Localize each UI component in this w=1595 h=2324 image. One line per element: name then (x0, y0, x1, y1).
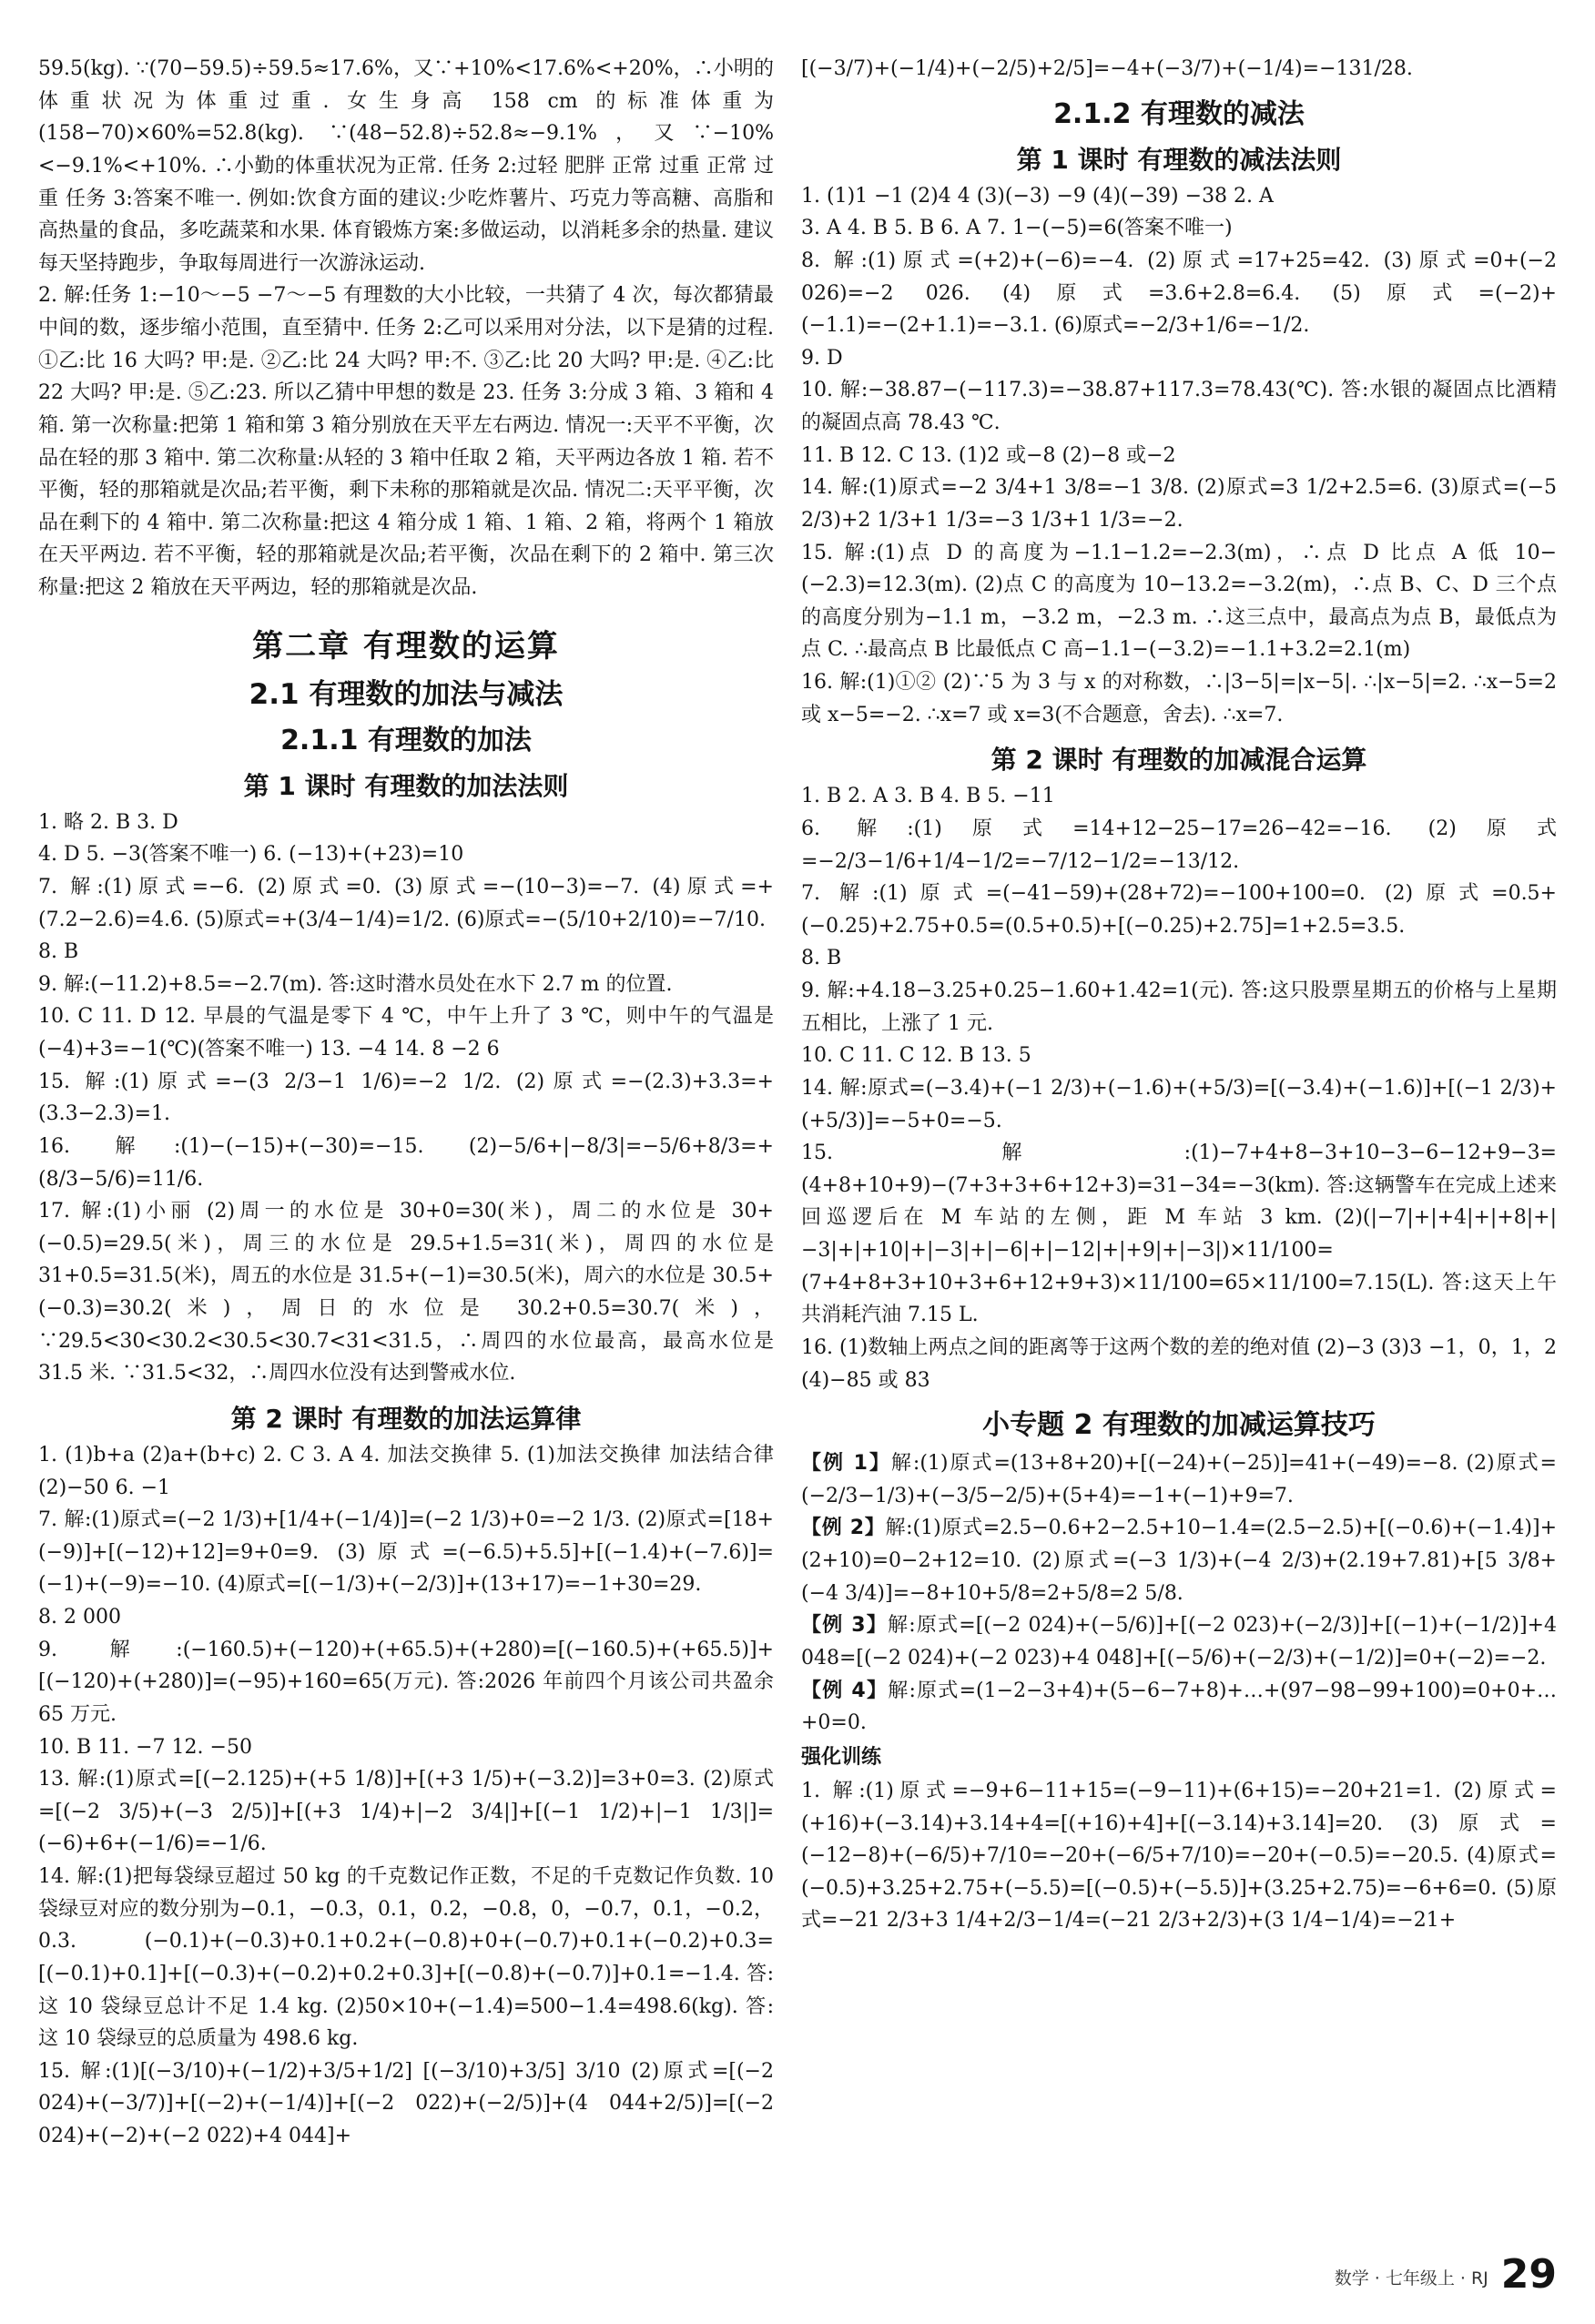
answer-item: 3. A 4. B 5. B 6. A 7. 1−(−5)=6(答案不唯一) (801, 217, 1233, 240)
answer-item: 8. B (38, 940, 79, 964)
answer-item: 15. 解:(1)[(−3/10)+(−1/2)+3/5+1/2] [(−3/10)+3/5] 3/10 (2)原式=[(−2 024)+(−3/7)]+[(−2)+(−1/4)]+[(−2 022)+(−2/5)]+(4 044+2/5)]=[(−2 024)+(−2)+(−2 022)+4 044]+ (38, 2059, 774, 2147)
answer-item: 16. (1)数轴上两点之间的距离等于这两个数的差的绝对值 (2)−3 (3)3 −1，0，1，2 (4)−85 或 83 (801, 1335, 1557, 1392)
answer-item: 4. D 5. −3(答案不唯一) 6. (−13)+(+23)=10 (38, 843, 464, 867)
answer-item: 7. 解:(1)原式=(−41−59)+(28+72)=−100+100=0. (2)原式=0.5+(−0.25)+2.75+0.5=(0.5+0.5)+[(−0.25)+2.75]=1+2.5=3.5. (801, 882, 1557, 938)
answer-item: 10. C 11. D 12. 早晨的气温是零下 4 ℃，中午上升了 3 ℃，则中午的气温是(−4)+3=−1(℃)(答案不唯一) 13. −4 14. 8 −2 6 (38, 1005, 774, 1061)
answer-item: 10. C 11. C 12. B 13. 5 (801, 1044, 1031, 1068)
example-3 (801, 1609, 1557, 1674)
footer-label: 数学 · 七年级上 · RJ (1334, 2268, 1488, 2288)
example-tag: 【例 4】 (801, 1679, 889, 1702)
continued-expression: [(−3/7)+(−1/4)+(−2/5)+2/5]=−4+(−3/7)+(−1/4)=−131/28. (801, 57, 1413, 80)
answer-item: 15. 解:(1)点 D 的高度为−1.1−1.2=−2.3(m)，∴点 D 比点 A 低 10−(−2.3)=12.3(m). (2)点 C 的高度为 10−13.2=−3.2(m)，∴点 B、C、D 三个点的高度分别为−1.1 m，−3.2 m，−2.3 m. ∴这三点中，最高点为点 B，最低点为点 C. ∴最高点 B 比最低点 C 高−1.1−(−3.2)=−1.1+3.2=2.1(m) (801, 541, 1557, 662)
answer-item: 8. B (801, 947, 842, 970)
answer-item: 6. 解:(1)原式=14+12−25−17=26−42=−16. (2)原式=−2/3−1/6+1/4−1/2=−7/12−1/2=−13/12. (801, 817, 1557, 873)
answer-item: 14. 解:(1)原式=−2 3/4+1 3/8=−1 3/8. (2)原式=3 1/2+2.5=6. (3)原式=(−5 2/3)+2 1/3+1 1/3=−3 1/3+1 1/3=−2. (801, 476, 1557, 532)
answer-item: 16. 解:(1)−(−15)+(−30)=−15. (2)−5/6+|−8/3|=−5/6+8/3=+(8/3−5/6)=11/6. (38, 1134, 774, 1191)
answer-item: 10. B 11. −7 12. −50 (38, 1735, 252, 1759)
example-text: 解:原式=(1−2−3+4)+(5−6−7+8)+…+(97−98−99+100)=0+0+…+0=0. (801, 1679, 1558, 1735)
answer-item: 10. 解:−38.87−(−117.3)=−38.87+117.3=78.43(℃). 答:水银的凝固点比酒精的凝固点高 78.43 ℃. (801, 379, 1557, 434)
subsection-heading: 2.1.1 有理数的加法 (280, 724, 532, 756)
answer-item: 13. 解:(1)原式=[(−2.125)+(+5 1/8)]+[(+3 1/5)+(−3.2)]=3+0=3. (2)原式=[(−2 3/5)+(−3 2/5)]+[(+3 1/4)+|−2 3/4|]+[(−1 1/2)+|−1 1/3|]=(−6)+6+(−1/6)=−1/6. (38, 1768, 774, 1856)
answer-item: 8. 解:(1)原式=(+2)+(−6)=−4. (2)原式=17+25=42. (3)原式=0+(−2 026)=−2 026. (4)原式=3.6+2.8=6.4. (5)原式=(−2)+(−1.1)=−(2+1.1)=−3.1. (6)原式=−2/3+1/6=−1/2. (801, 249, 1557, 338)
answer-item: 14. 解:原式=(−3.4)+(−1 2/3)+(−1.6)+(+5/3)=[(−3.4)+(−1.6)]+[(−1 2/3)+(+5/3)]=−5+0=−5. (801, 1076, 1557, 1132)
answer-item: 15. 解:(1)−7+4+8−3+10−3−6−12+9−3=(4+8+10+9)−(7+3+3+6+12+3)=31−34=−3(km). 答:这辆警车在完成上述来回巡逻后在 M 车站的左侧，距 M 车站 3 km. (2)(|−7|+|+4|+|+8|+|−3|+|+10|+|−3|+|−6|+|−12|+|+9|+|−3|)×11/100=(7+4+8+3+10+3+6+12+9+3)×11/100=65×11/100=7.15(L). 答:这天上午共消耗汽油 7.15 L. (801, 1142, 1557, 1327)
right-column (801, 53, 1557, 1937)
answer-item: 16. 解:(1)①② (2)∵5 为 3 与 x 的对称数，∴|3−5|=|x−5|. ∴|x−5|=2. ∴x−5=2 或 x−5=−2. ∴x=7 或 x=3(不合题意，舍去). ∴x=7. (801, 671, 1557, 726)
example-4 (801, 1675, 1557, 1740)
page-footer (1334, 2251, 1557, 2298)
answer-item: 8. 2 000 (38, 1606, 121, 1629)
example-1 (801, 1447, 1557, 1512)
answer-item: 1. (1)1 −1 (2)4 4 (3)(−3) −9 (4)(−39) −38 2. A (801, 184, 1274, 208)
example-tag: 【例 1】 (801, 1452, 891, 1476)
example-text: 解:(1)原式=(13+8+20)+[(−24)+(−25)]=41+(−49)=−8. (2)原式=(−2/3−1/3)+(−3/5−2/5)+(5+4)=−1+(−1)+9=7. (801, 1452, 1557, 1507)
page-number: 29 (1500, 2251, 1557, 2298)
lesson-heading: 第 2 课时 有理数的加法运算律 (230, 1403, 582, 1434)
question-2: 2. 解:任务 1:−10～−5 −7～−5 有理数的大小比较，一共猜了 4 次，每次都猜最中间的数，逐步缩小范围，直至猜中. 任务 2:乙可以采用对分法，以下是猜的过程. ①乙:比 16 大吗? 甲:是. ②乙:比 24 大吗? 甲:不. ③乙:比 20 大吗? 甲:是. ④乙:比 22 大吗? 甲:是. ⑤乙:23. 所以乙猜中甲想的数是 23. 任务 3:分成 3 箱、3 箱和 4 箱. 第一次称量:把第 1 箱和第 3 箱分别放在天平左右两边. 情况一:天平不平衡，次品在轻的那 3 箱中. 第二次称量:从轻的 3 箱中任取 2 箱，天平两边各放 1 箱. 若不平衡，轻的那箱就是次品;若平衡，剩下未称的那箱就是次品. 情况二:天平平衡，次品在剩下的 4 箱中. 第二次称量:把这 4 箱分成 1 箱、1 箱、2 箱，将两个 1 箱放在天平两边. 若不平衡，轻的那箱就是次品;若平衡，次品在剩下的 2 箱中. 第三次称量:把这 2 箱放在天平两边，轻的那箱就是次品. (38, 284, 774, 599)
lesson-heading: 第 1 课时 有理数的减法法则 (1016, 144, 1342, 175)
answer-item: 9. 解:(−160.5)+(−120)+(+65.5)+(+280)=[(−160.5)+(+65.5)]+[(−120)+(+280)]=(−95)+160=65(万元). 答:2026 年前四个月该公司共盈余 65 万元. (38, 1638, 774, 1726)
answer-item: 1. (1)b+a (2)a+(b+c) 2. C 3. A 4. 加法交换律 5. (1)加法交换律 加法结合律 (2)−50 6. −1 (38, 1443, 774, 1499)
left-column (38, 53, 774, 2153)
answer-item: 14. 解:(1)把每袋绿豆超过 50 kg 的千克数记作正数，不足的千克数记作负数. 10 袋绿豆对应的数分别为−0.1，−0.3，0.1，0.2，−0.8，0，−0.7，0.1，−0.2，0.3. (−0.1)+(−0.3)+0.1+0.2+(−0.8)+0+(−0.7)+0.1+(−0.2)+0.3=[(−0.1)+0.1]+[(−0.3)+(−0.2)+0.2+0.3]+[(−0.8)+(−0.7)]+0.1=−1.4. 答:这 10 袋绿豆总计不足 1.4 kg. (2)50×10+(−1.4)=500−1.4=498.6(kg). 答:这 10 袋绿豆的总质量为 498.6 kg. (38, 1865, 774, 2051)
answer-item: 9. D (801, 346, 843, 370)
example-text: 解:(1)原式=2.5−0.6+2−2.5+10−1.4=(2.5−2.5)+[(−0.6)+(−1.4)]+(2+10)=0−2+12=10. (2)原式=(−3 1/3)+(−4 2/3)+(2.19+7.81)+[5 3/8+(−4 3/4)]=−8+10+5/8=2+5/8=2 5/8. (801, 1517, 1557, 1605)
answer-item: 7. 解:(1)原式=(−2 1/3)+[1/4+(−1/4)]=(−2 1/3)+0=−2 1/3. (2)原式=[18+(−9)]+[(−12)+12]=9+0=9. (3)原式=(−6.5)+5.5]+[(−1.4)+(−7.6)]=(−1)+(−9)=−10. (4)原式=[(−1/3)+(−2/3)]+(13+17)=−1+30=29. (38, 1508, 774, 1597)
training-heading: 强化训练 (801, 1745, 882, 1769)
subsection-heading: 2.1.2 有理数的减法 (1053, 97, 1305, 130)
answer-item: 11. B 12. C 13. (1)2 或−8 (2)−8 或−2 (801, 443, 1176, 467)
answer-item: 7. 解:(1)原式=−6. (2)原式=0. (3)原式=−(10−3)=−7. (4)原式=+(7.2−2.6)=4.6. (5)原式=+(3/4−1/4)=1/2. (6)原式=−(5/10+2/10)=−7/10. (38, 875, 774, 931)
answer-item: 9. 解:+4.18−3.25+0.25−1.60+1.42=1(元). 答:这只股票星期五的价格与上星期五相比，上涨了 1 元. (801, 979, 1557, 1035)
example-2 (801, 1512, 1557, 1609)
answer-item: 1. B 2. A 3. B 4. B 5. −11 (801, 785, 1055, 808)
answer-item: 15. 解:(1)原式=−(3 2/3−1 1/6)=−2 1/2. (2)原式=−(2.3)+3.3=+(3.3−2.3)=1. (38, 1070, 774, 1126)
answer-item: 17. 解:(1)小丽 (2)周一的水位是 30+0=30(米)，周二的水位是 30+(−0.5)=29.5(米)，周三的水位是 29.5+1.5=31(米)，周四的水位是 31+0.5=31.5(米)，周五的水位是 31.5+(−1)=30.5(米)，周六的水位是 30.5+(−0.3)=30.2(米)，周日的水位是 30.2+0.5=30.7(米)，∵29.5<30<30.2<30.5<30.7<31<31.5，∴周四的水位最高，最高水位是 31.5 米. ∵31.5<32，∴周四水位没有达到警戒水位. (38, 1200, 774, 1385)
section-heading: 2.1 有理数的加法与减法 (249, 677, 564, 711)
special-topic-heading: 小专题 2 有理数的加减运算技巧 (982, 1409, 1376, 1442)
training-item: 1. 解:(1)原式=−9+6−11+15=(−9−11)+(6+15)=−20+21=1. (2)原式=(+16)+(−3.14)+3.14+4=[(+16)+4]+[(−3.14)+3.14]=20. (3)原式=(−12−8)+(−6/5)+7/10=−20+(−6/5+7/10)=−20+(−0.5)=−20.5. (4)原式=(−0.5)+3.25+2.75+(−5.5)=[(−0.5)+(−5.5)]+(3.25+2.75)=−6+6=0. (5)原式=−21 2/3+3 1/4+2/3−1/4=(−21 2/3+2/3)+(3 1/4−1/4)=−21+ (801, 1779, 1557, 1933)
example-tag: 【例 3】 (801, 1614, 889, 1638)
chapter-heading: 第二章 有理数的运算 (252, 627, 560, 665)
lesson-heading: 第 2 课时 有理数的加减混合运算 (991, 745, 1367, 776)
answer-item: 1. 略 2. B 3. D (38, 810, 178, 834)
example-tag: 【例 2】 (801, 1517, 886, 1540)
intro-paragraph: 59.5(kg). ∵(70−59.5)÷59.5≈17.6%，又∵+10%<17.6%<+20%，∴小明的体重状况为体重过重. 女生身高 158 cm 的标准体重为(158−70)×60%=52.8(kg). ∵(48−52.8)÷52.8≈−9.1%，又∵−10%<−9.1%<+10%. ∴小勤的体重状况为正常. 任务 2:过轻 肥胖 正常 过重 正常 过重 任务 3:答案不唯一. 例如:饮食方面的建议:少吃炸薯片、巧克力等高糖、高脂和高热量的食品，多吃蔬菜和水果. 体育锻炼方案:多做运动，以消耗多余的热量. 建议每天坚持跑步，争取每周进行一次游泳运动. (38, 57, 774, 275)
lesson-heading: 第 1 课时 有理数的加法法则 (243, 770, 569, 801)
example-text: 解:原式=[(−2 024)+(−5/6)]+[(−2 023)+(−2/3)]+[(−1)+(−1/2)]+4 048=[(−2 024)+(−2 023)+4 048]+[(−5/6)+(−2/3)+(−1/2)]=0+(−2)=−2. (801, 1614, 1557, 1669)
answer-item: 9. 解:(−11.2)+8.5=−2.7(m). 答:这时潜水员处在水下 2.7 m 的位置. (38, 972, 673, 996)
